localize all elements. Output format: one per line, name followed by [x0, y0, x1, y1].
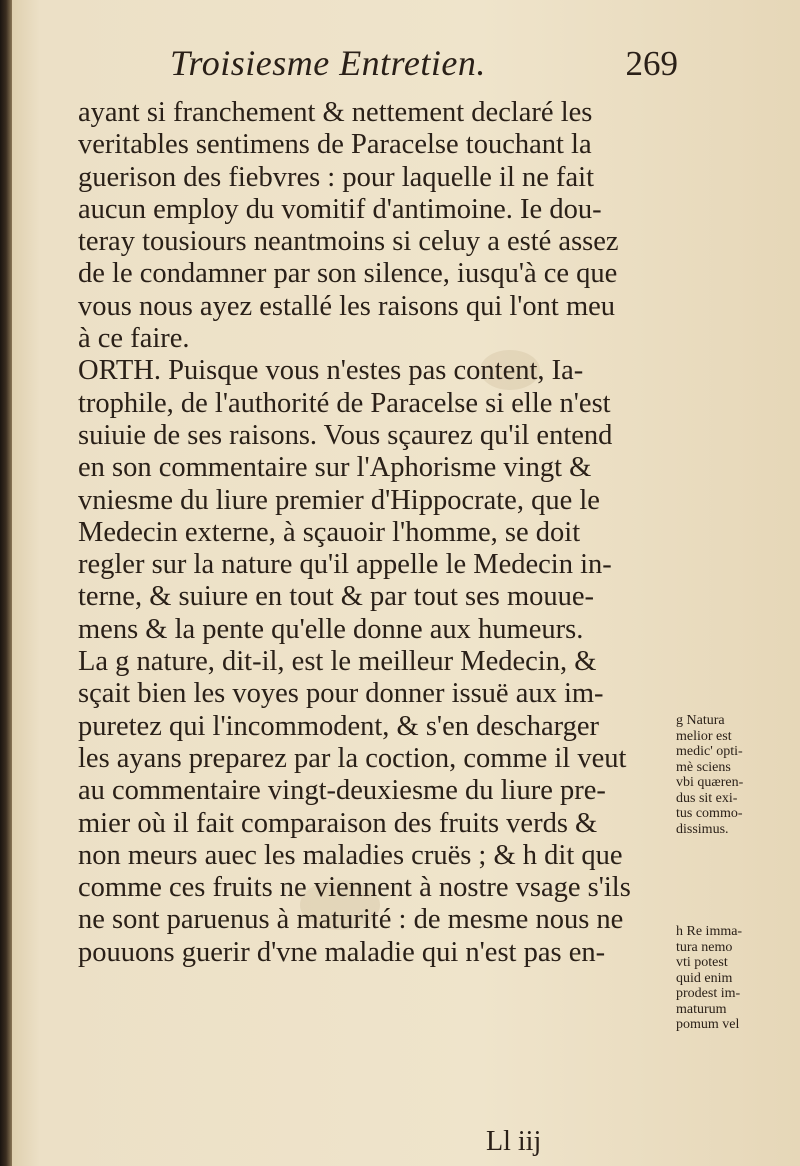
marginal-note-line: medic' opti-	[676, 744, 743, 759]
text-line: mier où il fait comparaison des fruits verds &	[78, 807, 598, 839]
text-line: vous nous ayez estallé les raisons qui l'ont meu	[78, 290, 616, 322]
text-line: non meurs auec les maladies cruës ; & h dit que	[78, 839, 623, 871]
marginal-note-line: dus sit exi-	[676, 790, 738, 806]
marginal-note-line: prodest im-	[676, 986, 741, 1001]
text-line: sçait bien les voyes pour donner issuë aux im-	[78, 678, 604, 710]
text-line: pouuons guerir d'vne maladie qui n'est pas en-	[78, 936, 606, 968]
text-line: vniesme du liure premier d'Hippocrate, que le	[78, 484, 600, 516]
text-line: terne, & suiure en tout & par tout ses mouue-	[78, 581, 595, 613]
text-line: Medecin externe, à sçauoir l'homme, se doit	[78, 516, 581, 548]
text-line: regler sur la nature qu'il appelle le Medecin in-	[78, 549, 612, 581]
text-line: ne sont paruenus à maturité : de mesme nous ne	[78, 904, 624, 936]
marginal-note-line: h Re imma-	[676, 924, 743, 939]
text-line: trophile, de l'authorité de Paracelse si elle n'est	[78, 387, 611, 419]
book-spine-shadow	[0, 0, 12, 1166]
text-line: comme ces fruits ne viennent à nostre vsage s'ils	[78, 872, 631, 904]
page-number: 269	[625, 44, 678, 83]
text-line: ORTH. Puisque vous n'estes pas content, Ia-	[78, 355, 584, 387]
marginal-note-line: dissimus.	[676, 821, 729, 837]
text-line: suiuie de ses raisons. Vous sçaurez qu'il entend	[78, 419, 613, 451]
marginal-note-line: tura nemo	[676, 939, 733, 955]
marginal-note-line: pomum vel	[676, 1017, 740, 1032]
text-line: aucun employ du vomitif d'antimoine. Ie dou-	[78, 193, 602, 225]
marginal-note-line: tus commo-	[676, 806, 743, 821]
text-line: teray tousiours neantmoins si celuy a esté assez	[78, 226, 619, 258]
text-line: les ayans preparez par la coction, comme il veut	[78, 742, 627, 774]
text-line: La g nature, dit-il, est le meilleur Medecin, &	[78, 646, 597, 678]
text-line: veritables sentimens de Paracelse touchant la	[78, 129, 592, 161]
marginal-note-line: g Natura	[676, 713, 725, 728]
text-line: en son commentaire sur l'Aphorisme vingt &	[78, 452, 592, 484]
marginal-note-line: mè sciens	[676, 759, 731, 775]
marginal-note-line: vbi quæren-	[676, 775, 744, 790]
text-line: puretez qui l'incommodent, & s'en descharger	[78, 710, 600, 742]
page-header	[78, 42, 688, 92]
marginal-note-g	[676, 713, 788, 837]
marginal-note-line: quid enim	[676, 970, 733, 986]
running-title: Troisiesme Entretien.	[170, 43, 486, 83]
text-line: mens & la pente qu'elle donne aux humeurs.	[78, 613, 584, 645]
text-line: guerison des fiebvres : pour laquelle il ne fait	[78, 161, 595, 193]
body-text	[78, 97, 676, 969]
marginal-note-line: melior est	[676, 728, 732, 744]
marginal-note-line: vti potest	[676, 955, 728, 970]
text-line: de le condamner par son silence, iusqu'à ce que	[78, 258, 618, 290]
marginal-note-line: maturum	[676, 1001, 727, 1017]
signature-mark: Ll iij	[486, 1126, 542, 1157]
text-line: à ce faire.	[78, 323, 190, 355]
text-line: ayant si franchement & nettement declaré les	[78, 97, 593, 128]
text-line: au commentaire vingt-deuxiesme du liure pre-	[78, 775, 606, 807]
marginal-note-h	[676, 924, 788, 1033]
